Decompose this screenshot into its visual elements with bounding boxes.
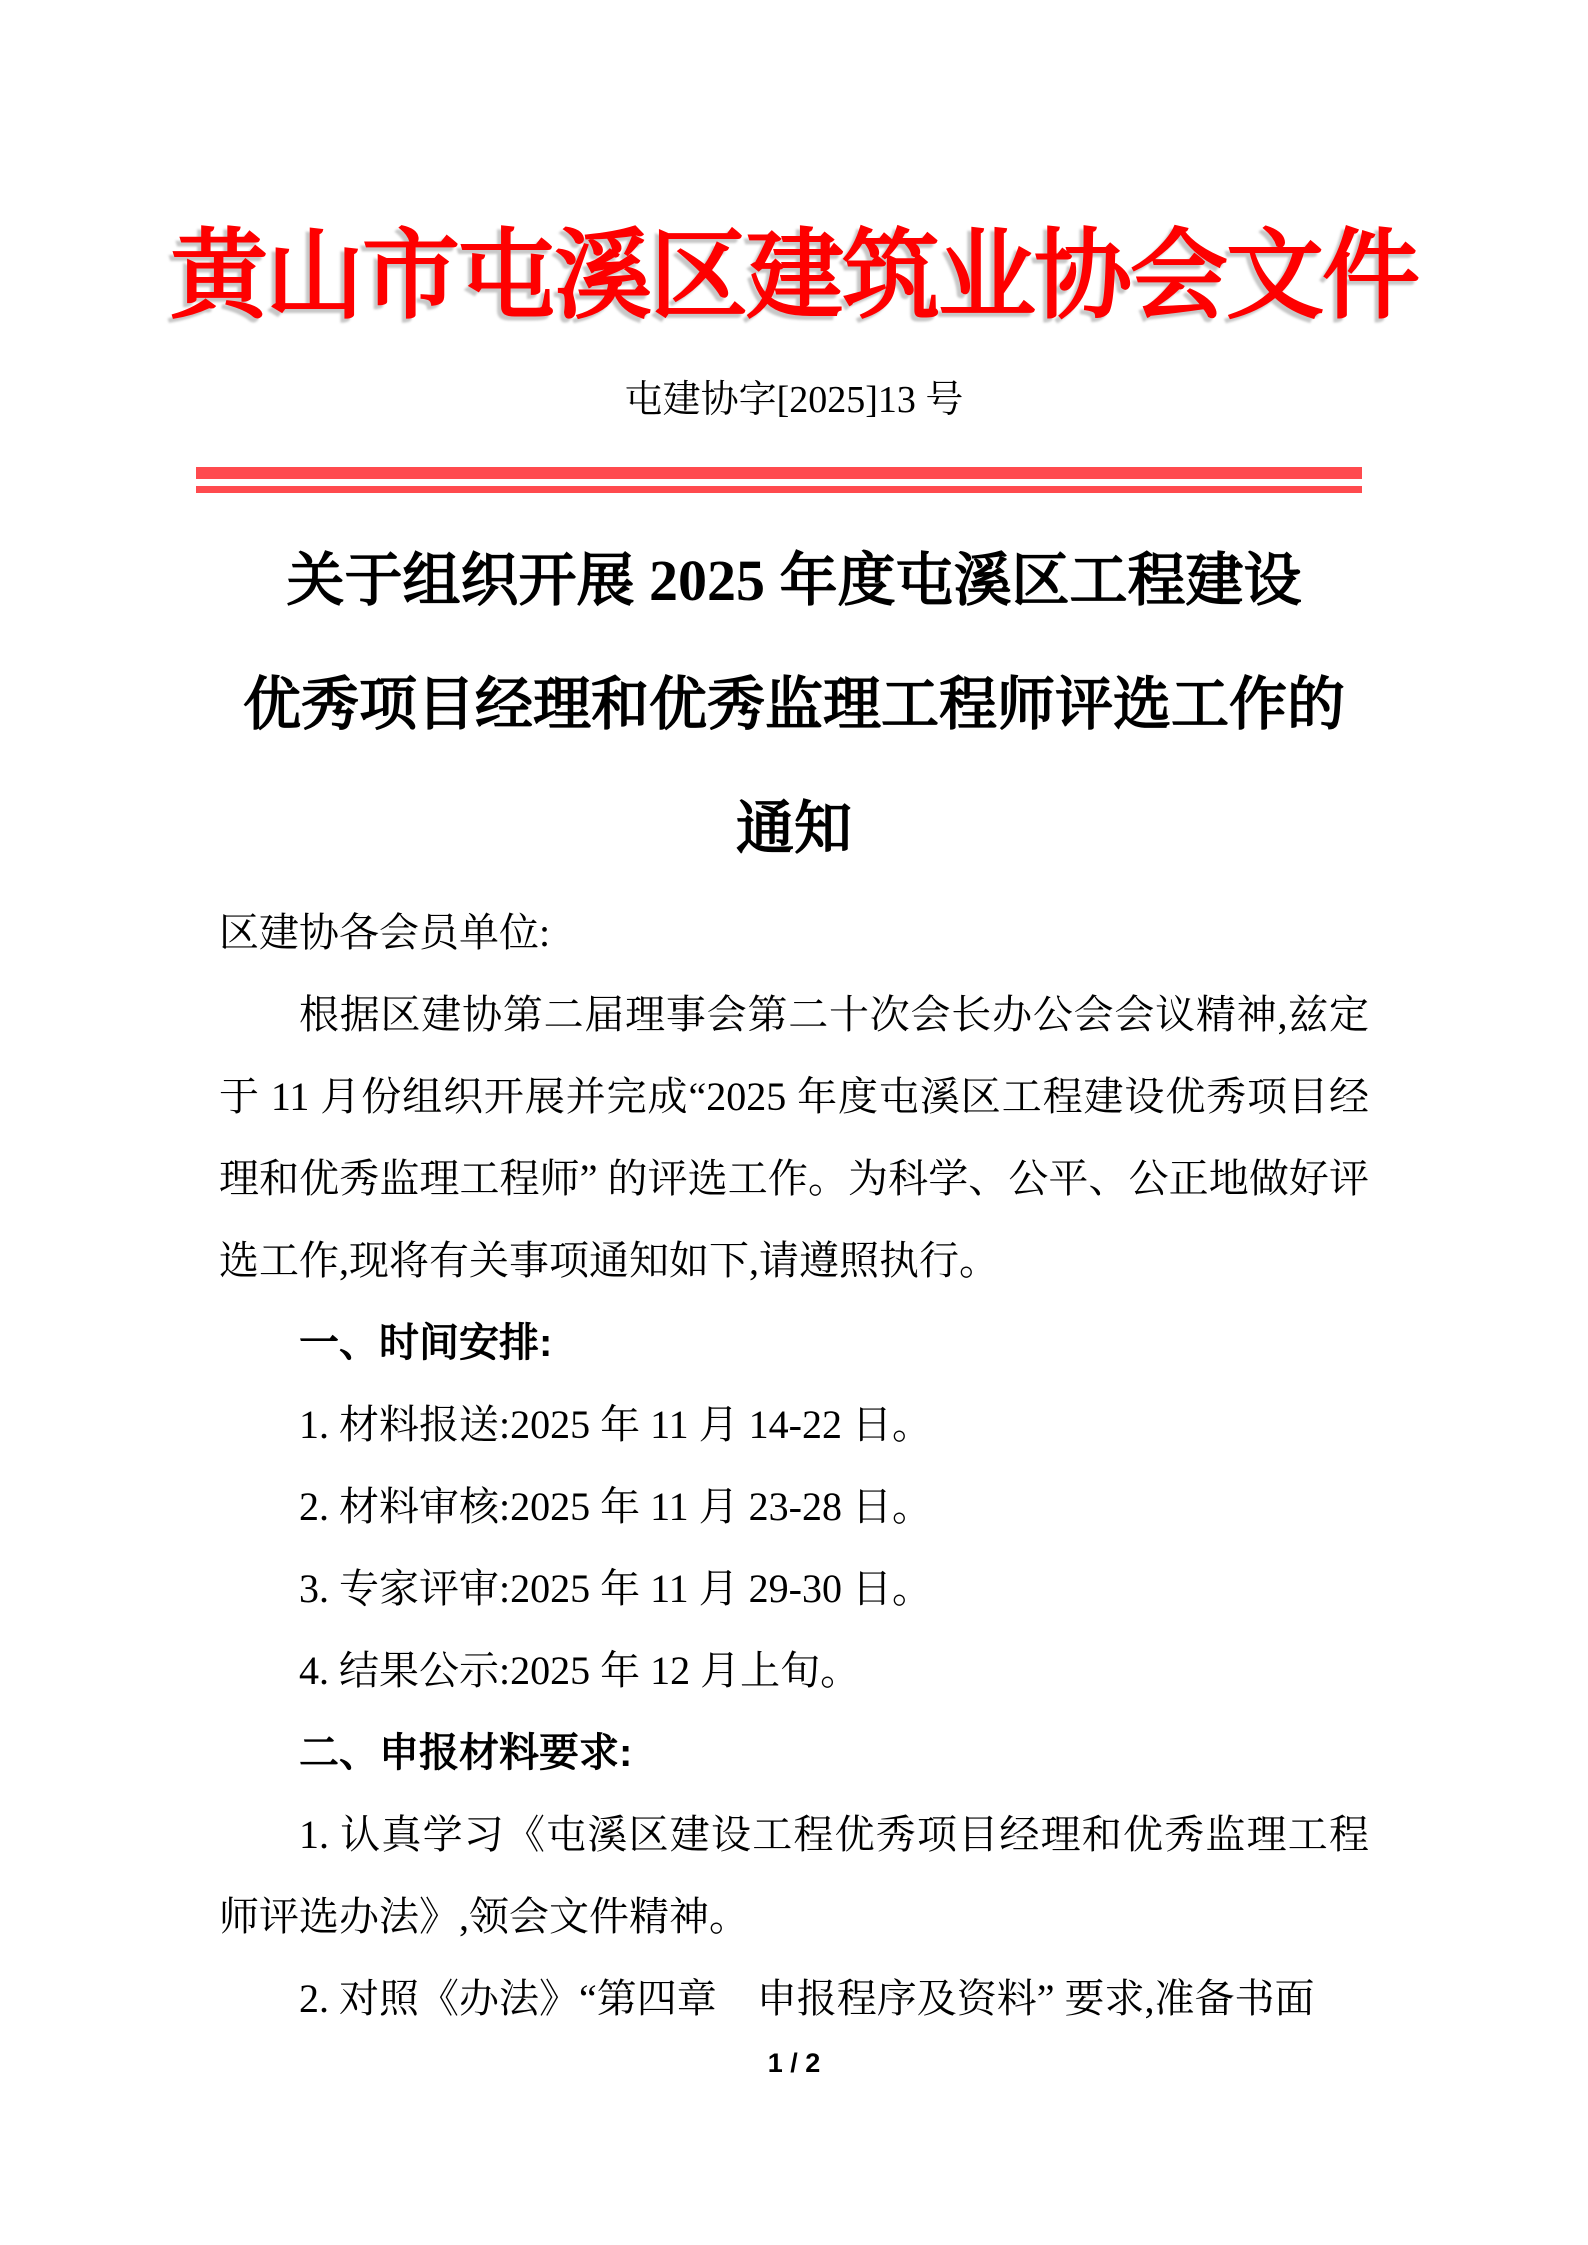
requirement-item-2: 2. 对照《办法》“第四章 申报程序及资料” 要求,准备书面 (299, 1976, 1315, 2021)
document-body (219, 892, 1369, 2040)
document-title-line-2: 优秀项目经理和优秀监理工程师评选工作的 (242, 672, 1345, 737)
page-indicator: 1 / 2 (767, 2048, 821, 2078)
greeting-line: 区建协各会员单位: (219, 910, 551, 955)
document-title (0, 519, 1588, 891)
intro-paragraph: 根据区建协第二届理事会第二十次会长办公会会议精神,兹定于 11 月份组织开展并完成“2025 年度屯溪区工程建设优秀项目经理和优秀监理工程师” 的评选工作。为科学、公平、公正地做好评选工作,现将有关事项通知如下,请遵照执行。 (219, 992, 1369, 1283)
red-rule-top-bar (196, 467, 1362, 479)
schedule-item-4: 4. 结果公示:2025 年 12 月上旬。 (299, 1648, 861, 1693)
section-1-heading: 一、时间安排: (299, 1321, 553, 1365)
document-title-line-3: 通知 (735, 796, 852, 861)
schedule-item-1: 1. 材料报送:2025 年 11 月 14-22 日。 (299, 1402, 932, 1447)
red-rule-bottom-bar (196, 486, 1362, 493)
requirement-item-1: 1. 认真学习《屯溪区建设工程优秀项目经理和优秀监理工程师评选办法》,领会文件精神。 (219, 1812, 1369, 1939)
red-separator-rule (196, 467, 1362, 493)
document-title-line-1: 关于组织开展 2025 年度屯溪区工程建设 (286, 548, 1302, 613)
doc-number: 屯建协字[2025]13 号 (624, 379, 964, 421)
schedule-item-3: 3. 专家评审:2025 年 11 月 29-30 日。 (299, 1566, 932, 1611)
section-2-heading: 二、申报材料要求: (299, 1731, 633, 1775)
schedule-item-2: 2. 材料审核:2025 年 11 月 23-28 日。 (299, 1484, 932, 1529)
org-title: 黄山市屯溪区建筑业协会文件 (169, 223, 1418, 331)
red-rule-gap (196, 479, 1362, 486)
